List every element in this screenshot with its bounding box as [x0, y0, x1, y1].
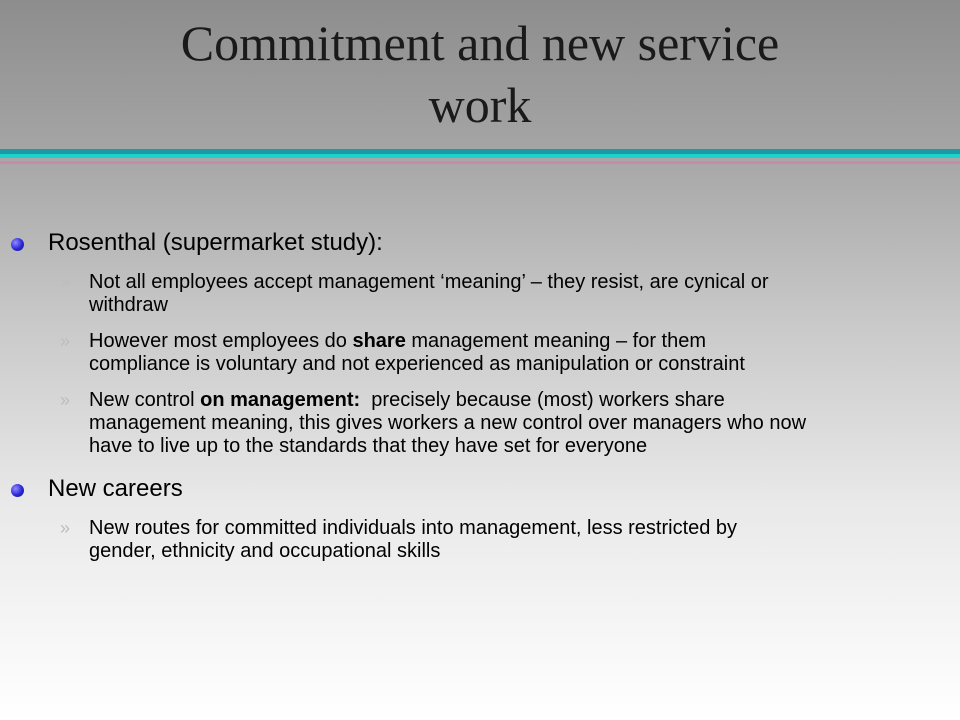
bullet-dot-icon — [11, 238, 24, 251]
sub-bullet-text-pre: New control — [89, 389, 201, 411]
slide-title — [40, 12, 920, 136]
slide-body — [0, 228, 960, 563]
sub-bullet-bold: on management: — [200, 389, 361, 411]
sub-bullet-text-pre: However most employees do — [89, 330, 353, 352]
chevron-right-icon: » — [60, 272, 71, 292]
bullet-rosenthal — [0, 228, 960, 258]
title-line-2: work — [428, 77, 532, 133]
title-divider-pink — [0, 161, 960, 164]
chevron-right-icon: » — [60, 518, 71, 538]
chevron-right-icon: » — [60, 390, 71, 410]
chevron-right-icon: » — [60, 331, 71, 351]
sub-bullet — [0, 389, 812, 458]
sub-bullet-text-post: precisely because (most) workers share management meaning, this gives workers a new control over managers who now have to live up to the standards that they have set for everyone — [89, 389, 812, 457]
sub-bullet-text-post: management meaning – for them compliance is voluntary and not experienced as manipulation or constraint — [89, 330, 745, 375]
bullet-new-careers — [0, 474, 960, 504]
bullet-text: Rosenthal (supermarket study): — [48, 229, 383, 256]
title-divider-cyan — [0, 154, 960, 158]
title-line-1: Commitment and new service — [180, 15, 780, 71]
bullet-text: New careers — [48, 475, 183, 502]
sub-bullet — [0, 271, 809, 317]
sub-bullet-text: New routes for committed individuals into management, less restricted by gender, ethnicity and occupational skills — [89, 517, 738, 562]
sub-bullet-text: Not all employees accept management ‘meaning’ – they resist, are cynical or withdraw — [89, 271, 769, 316]
bullet-dot-icon — [11, 484, 24, 497]
sub-bullet-bold: share — [352, 330, 406, 352]
sub-bullet — [0, 517, 809, 563]
sub-bullet — [0, 330, 809, 376]
